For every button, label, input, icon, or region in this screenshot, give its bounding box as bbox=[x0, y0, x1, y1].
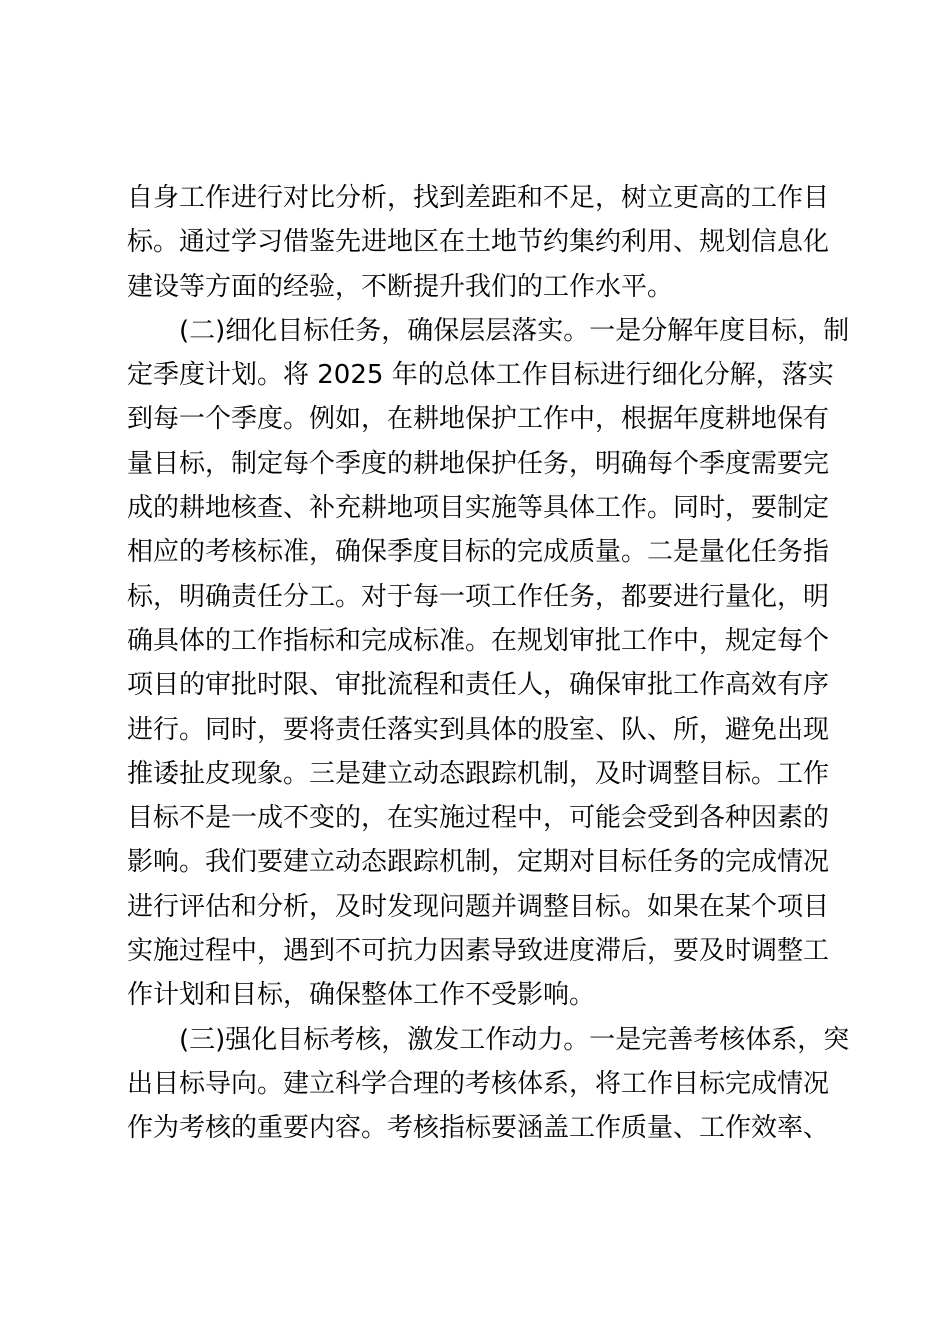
paragraph-heading-line: (二)细化目标任务，确保层层落实。一是分解年度目标，制 bbox=[127, 315, 850, 346]
text-line: 确具体的工作指标和完成标准。在规划审批工作中，规定每个 bbox=[127, 625, 830, 656]
text-line: 进行。同时，要将责任落实到具体的股室、队、所，避免出现 bbox=[127, 714, 830, 745]
text-line: 推诿扯皮现象。三是建立动态跟踪机制，及时调整目标。工作 bbox=[127, 758, 830, 789]
body-text bbox=[127, 176, 850, 1151]
text-line: 目标不是一成不变的，在实施过程中，可能会受到各种因素的 bbox=[127, 803, 830, 834]
text-line: 进行评估和分析，及时发现问题并调整目标。如果在某个项目 bbox=[127, 891, 830, 922]
text-line: 相应的考核标准，确保季度目标的完成质量。二是量化任务指 bbox=[127, 537, 830, 568]
text-line: 标。通过学习借鉴先进地区在土地节约集约利用、规划信息化 bbox=[127, 227, 830, 258]
text-line: 自身工作进行对比分析，找到差距和不足，树立更高的工作目 bbox=[127, 183, 830, 213]
text-line: 标，明确责任分工。对于每一项工作任务，都要进行量化，明 bbox=[127, 581, 830, 612]
text-line: 项目的审批时限、审批流程和责任人，确保审批工作高效有序 bbox=[127, 670, 830, 701]
text-line: 作计划和目标，确保整体工作不受影响。 bbox=[127, 980, 596, 1011]
text-line: 建设等方面的经验，不断提升我们的工作水平。 bbox=[127, 271, 674, 302]
text-line: 量目标，制定每个季度的耕地保护任务，明确每个季度需要完 bbox=[127, 448, 830, 479]
text-line: 出目标导向。建立科学合理的考核体系，将工作目标完成情况 bbox=[127, 1068, 830, 1099]
paragraph-heading-line: (三)强化目标考核，激发工作动力。一是完善考核体系，突 bbox=[127, 1024, 850, 1055]
text-line: 成的耕地核查、补充耕地项目实施等具体工作。同时，要制定 bbox=[127, 493, 830, 524]
text-line: 实施过程中，遇到不可抗力因素导致进度滞后，要及时调整工 bbox=[127, 936, 830, 967]
text-line: 到每一个季度。例如，在耕地保护工作中，根据年度耕地保有 bbox=[127, 404, 830, 435]
text-line: 作为考核的重要内容。考核指标要涵盖工作质量、工作效率、 bbox=[127, 1113, 830, 1144]
text-line: 影响。我们要建立动态跟踪机制，定期对目标任务的完成情况 bbox=[127, 847, 830, 878]
text-line: 定季度计划。将 2025 年的总体工作目标进行细化分解，落实 bbox=[127, 360, 834, 391]
